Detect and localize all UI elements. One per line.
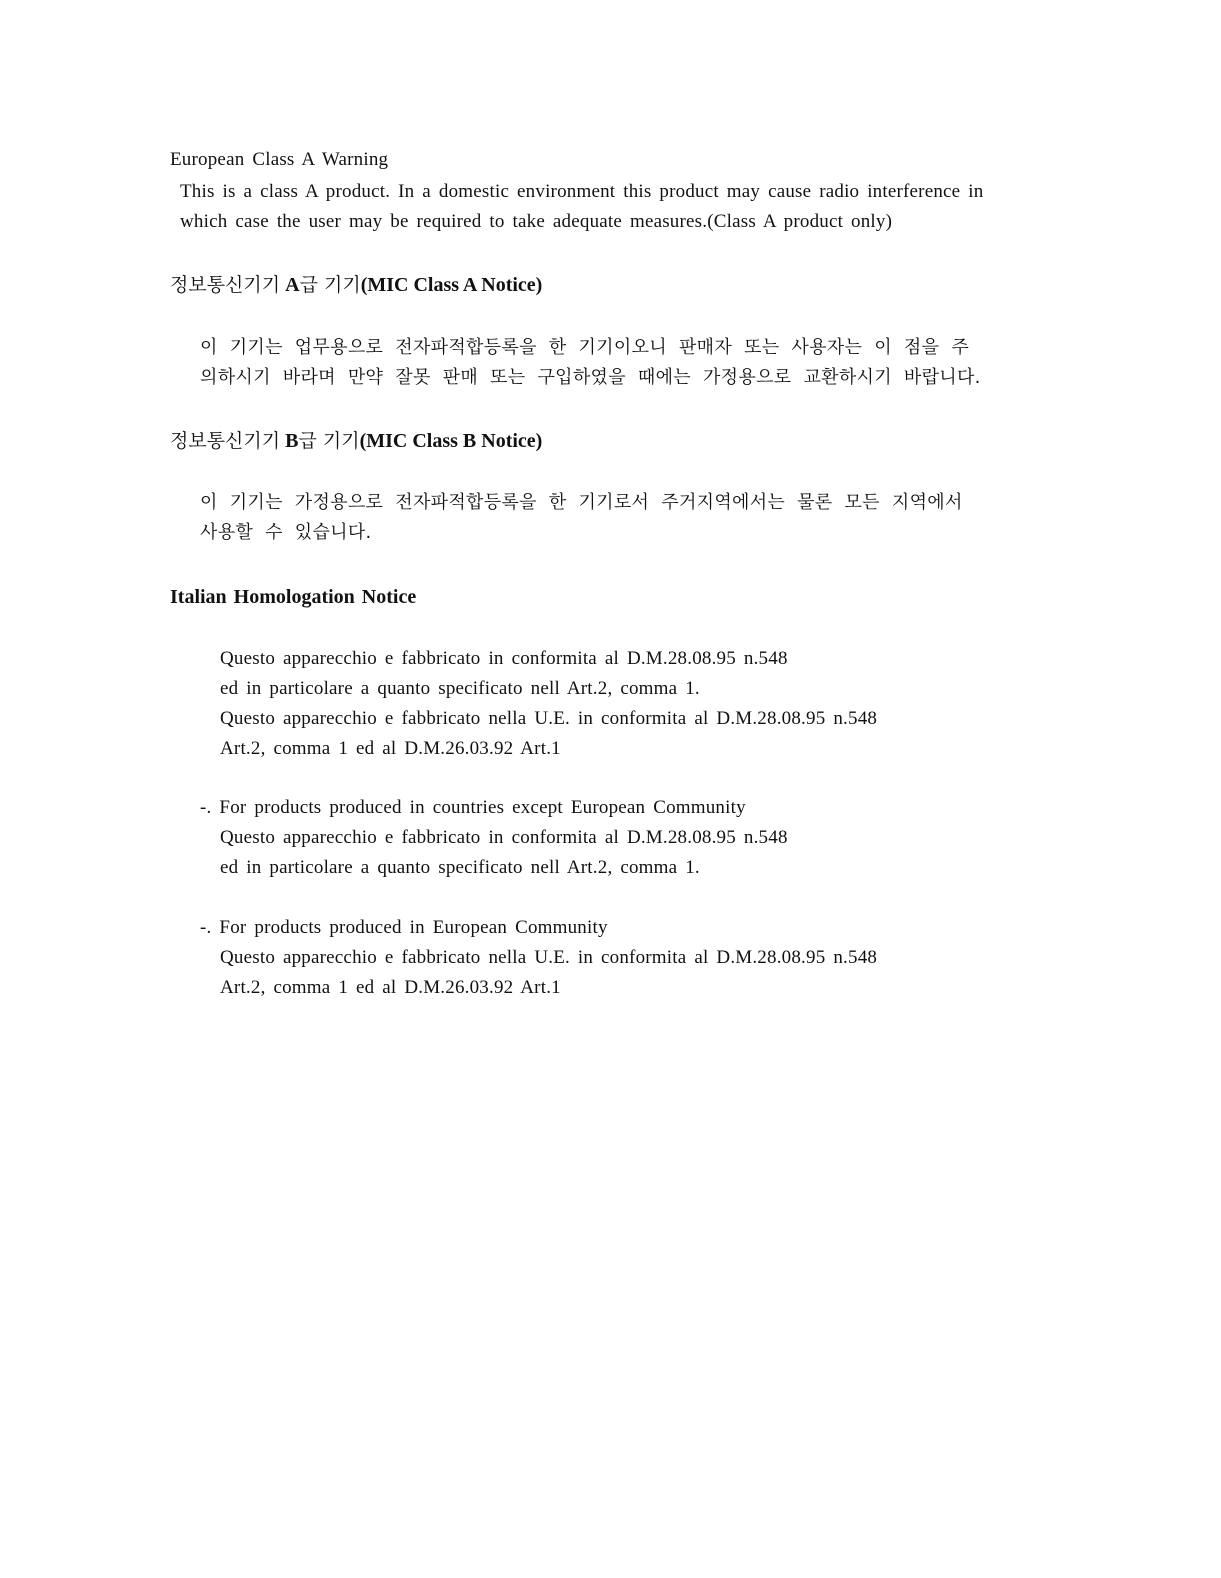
- mic-class-a-heading: [170, 272, 542, 298]
- mic-class-b-heading-ko: 정보통신기기: [170, 430, 281, 452]
- european-warning-line: which case the user may be required to take adequate measures.(Class A product only): [180, 211, 893, 232]
- italian-notice-line: Questo apparecchio e fabbricato nella U.E. in conformita al D.M.28.08.95 n.548: [220, 708, 878, 729]
- mic-class-a-line: 이 기기는 업무용으로 전자파적합등록을 한 기기이오니 판매자 또는 사용자는 이 점을 주: [200, 337, 970, 358]
- italian-notice-line: ed in particolare a quanto specificato nell Art.2, comma 1.: [220, 678, 700, 699]
- mic-class-b-heading-grade: B: [285, 430, 299, 452]
- mic-class-a-heading-en: (MIC Class A Notice): [360, 274, 543, 296]
- european-warning-line: This is a class A product. In a domestic environment this product may cause radio interference in: [180, 181, 984, 202]
- mic-class-b-heading-ko-suffix: 급 기기: [298, 430, 360, 452]
- mic-class-a-heading-grade: A: [285, 274, 300, 296]
- mic-class-b-heading-en: (MIC Class B Notice): [359, 430, 543, 452]
- mic-class-b-line: 사용할 수 있습니다.: [200, 522, 372, 543]
- italian-notice-bullet: -. For products produced in European Community: [200, 917, 608, 938]
- italian-notice-line: Art.2, comma 1 ed al D.M.26.03.92 Art.1: [220, 738, 561, 759]
- italian-notice-bullet: -. For products produced in countries except European Community: [200, 797, 746, 818]
- mic-class-a-heading-ko-suffix: 급 기기: [299, 274, 361, 296]
- mic-class-a-heading-ko: 정보통신기기: [170, 274, 281, 296]
- italian-notice-line: Questo apparecchio e fabbricato in conformita al D.M.28.08.95 n.548: [220, 648, 788, 669]
- italian-notice-line: Art.2, comma 1 ed al D.M.26.03.92 Art.1: [220, 977, 561, 998]
- european-warning-title: European Class A Warning: [170, 149, 389, 170]
- italian-notice-line: Questo apparecchio e fabbricato in conformita al D.M.28.08.95 n.548: [220, 827, 788, 848]
- italian-notice-line: Questo apparecchio e fabbricato nella U.E. in conformita al D.M.28.08.95 n.548: [220, 947, 878, 968]
- italian-notice-title: Italian Homologation Notice: [170, 586, 417, 608]
- italian-notice-line: ed in particolare a quanto specificato nell Art.2, comma 1.: [220, 857, 700, 878]
- mic-class-a-line: 의하시기 바라며 만약 잘못 판매 또는 구입하였을 때에는 가정용으로 교환하시기 바랍니다.: [200, 367, 981, 388]
- mic-class-b-heading: [170, 428, 542, 454]
- mic-class-b-line: 이 기기는 가정용으로 전자파적합등록을 한 기기로서 주거지역에서는 물론 모든 지역에서: [200, 492, 963, 513]
